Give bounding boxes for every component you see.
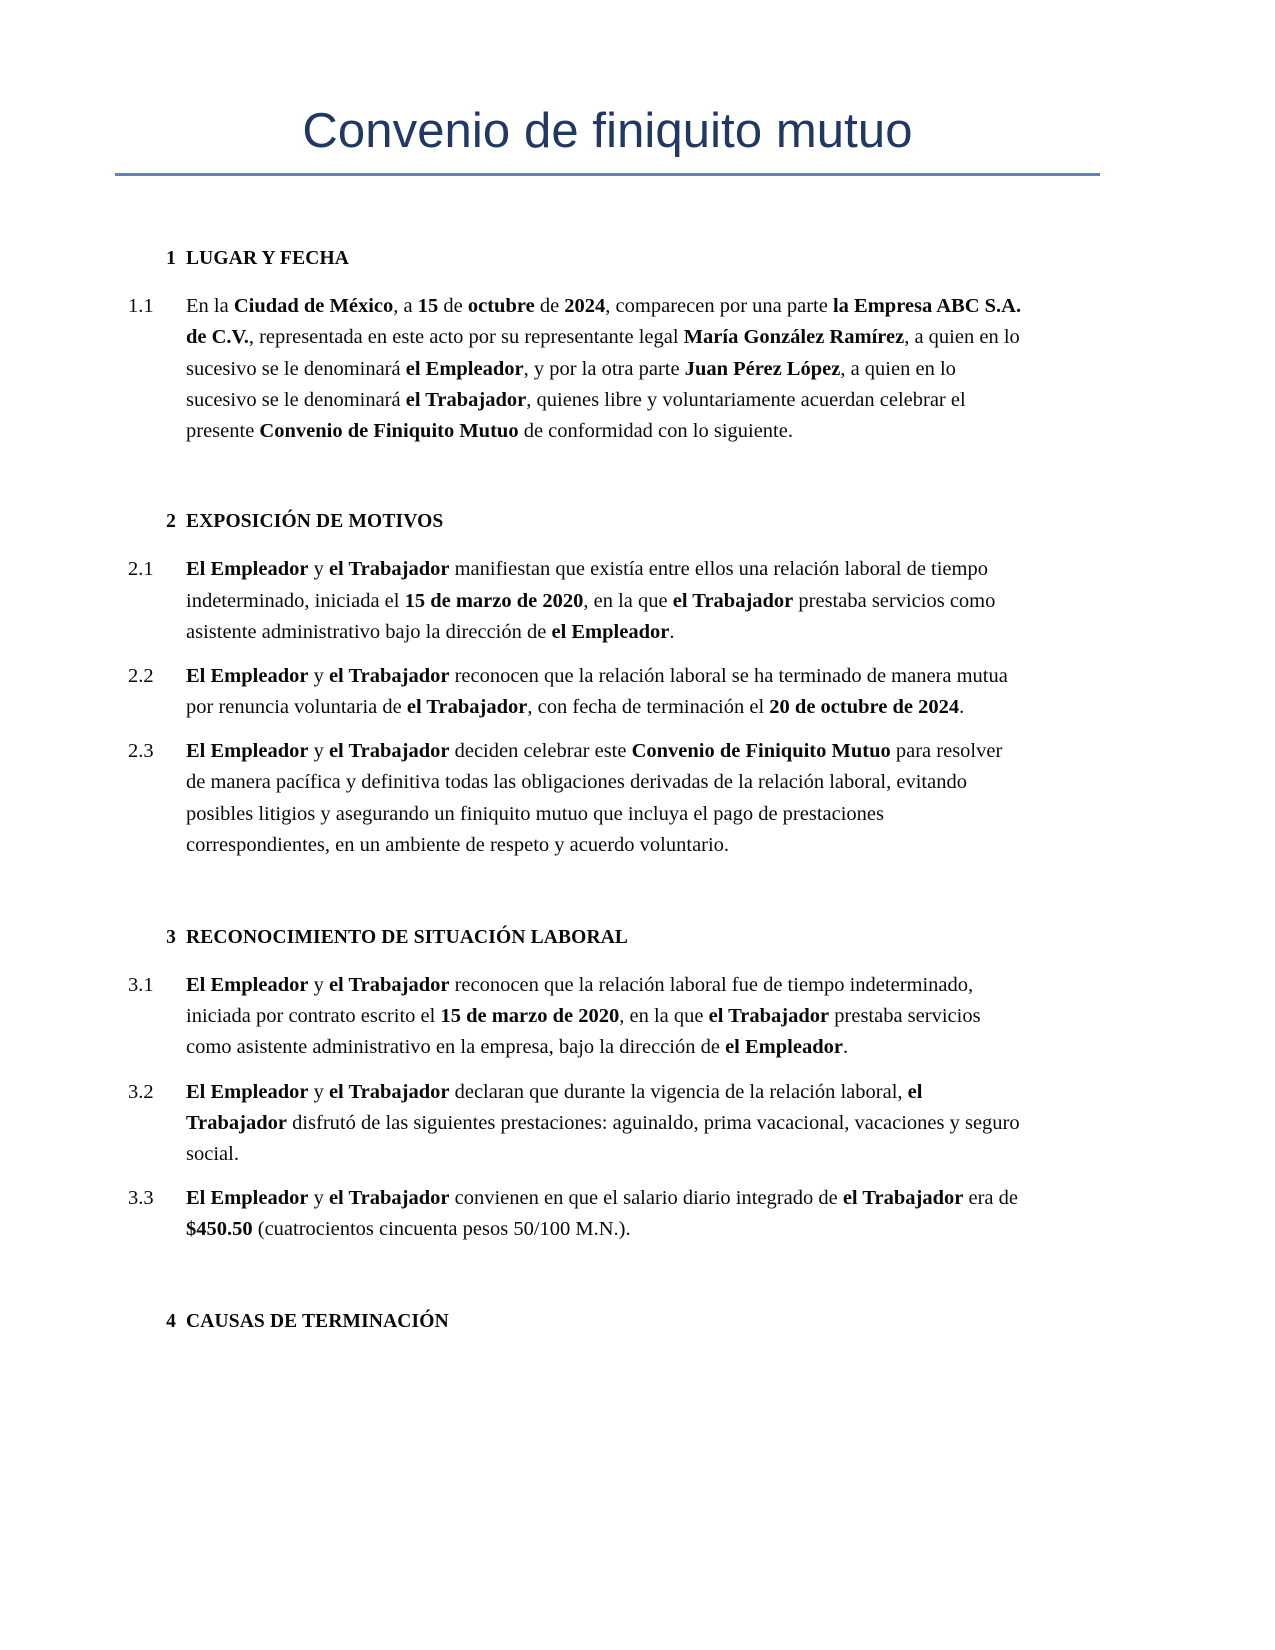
clause-text: El Empleador y el Trabajador reconocen que la relación laboral fue de tiempo indeterminado, iniciada por contrato escrito el 15 de marzo de 2020, en la que el Trabajador prestaba servicios como asistente administrativo en la empresa, bajo la dirección de el Empleador.	[186, 974, 981, 1059]
clause-text: El Empleador y el Trabajador reconocen que la relación laboral se ha terminado de manera mutua por renuncia voluntaria de el Trabajador, con fecha de terminación el 20 de octubre de 2024.	[186, 664, 1008, 719]
section-heading	[0, 925, 1275, 951]
section-number: 3	[166, 926, 176, 948]
title-divider	[115, 173, 1100, 176]
section-title: LUGAR Y FECHA	[186, 248, 350, 269]
clause-text: En la Ciudad de México, a 15 de octubre de 2024, comparecen por una parte la Empresa ABC S.A. de C.V., representada en este acto por su representante legal María González Ramírez, a quien en lo sucesivo se le denominará el Empleador, y por la otra parte Juan Pérez López, a quien en lo sucesivo se le denominará el Trabajador, quienes libre y voluntariamente acuerdan celebrar el presente Convenio de Finiquito Mutuo de conformidad con lo siguiente.	[186, 295, 1022, 442]
section-title: EXPOSICIÓN DE MOTIVOS	[186, 511, 444, 533]
section-4	[0, 1309, 1275, 1335]
clause-number: 3.1	[128, 974, 154, 997]
spacer	[0, 1245, 1275, 1309]
section-1	[0, 246, 1275, 447]
clause-3-2	[0, 1077, 1275, 1170]
clause-number: 3.2	[128, 1080, 154, 1103]
clause-text: El Empleador y el Trabajador declaran que durante la vigencia de la relación laboral, el Trabajador disfrutó de las siguientes prestaciones: aguinaldo, prima vacacional, vacaciones y seguro social.	[186, 1080, 1020, 1165]
clause-text: El Empleador y el Trabajador deciden celebrar este Convenio de Finiquito Mutuo para resolver de manera pacífica y definitiva todas las obligaciones derivadas de la relación laboral, evitando posibles litigios y asegurando un finiquito mutuo que incluya el pago de prestaciones correspondientes, en un ambiente de respeto y acuerdo voluntario.	[186, 740, 1003, 856]
clause-3-1	[0, 970, 1275, 1063]
spacer	[0, 1170, 1275, 1183]
spacer	[0, 447, 1275, 509]
section-heading	[0, 1309, 1275, 1335]
spacer	[0, 272, 1275, 291]
spacer	[0, 648, 1275, 661]
clause-number: 1.1	[128, 295, 154, 318]
page-title: Convenio de finiquito mutuo	[302, 104, 913, 158]
clause-number: 3.3	[128, 1187, 154, 1210]
section-title: CAUSAS DE TERMINACIÓN	[186, 1311, 449, 1333]
section-2	[0, 509, 1275, 861]
clause-2-2	[0, 661, 1275, 723]
clause-number: 2.2	[128, 664, 154, 687]
clause-2-3	[0, 736, 1275, 861]
section-number: 2	[166, 511, 176, 533]
spacer	[0, 1064, 1275, 1077]
section-3	[0, 925, 1275, 1246]
section-heading	[0, 509, 1275, 535]
clause-text: El Empleador y el Trabajador convienen en que el salario diario integrado de el Trabajador era de $450.50 (cuatrocientos cincuenta pesos 50/100 M.N.).	[186, 1187, 1018, 1241]
spacer	[0, 535, 1275, 554]
document-body	[0, 246, 1275, 1336]
clause-text: El Empleador y el Trabajador manifiestan que existía entre ellos una relación laboral de tiempo indeterminado, iniciada el 15 de marzo de 2020, en la que el Trabajador prestaba servicios como asistente administrativo bajo la dirección de el Empleador.	[186, 558, 996, 643]
clause-2-1	[0, 554, 1275, 647]
spacer	[0, 723, 1275, 736]
clause-number: 2.3	[128, 740, 154, 763]
section-number: 1	[166, 248, 176, 269]
spacer	[0, 861, 1275, 925]
document-title-block	[115, 104, 1100, 176]
clause-3-3	[0, 1183, 1275, 1245]
clause-1-1	[0, 291, 1275, 447]
clause-number: 2.1	[128, 558, 154, 581]
section-title: RECONOCIMIENTO DE SITUACIÓN LABORAL	[186, 926, 629, 948]
section-heading	[0, 246, 1275, 272]
section-number: 4	[166, 1311, 176, 1333]
spacer	[0, 951, 1275, 970]
